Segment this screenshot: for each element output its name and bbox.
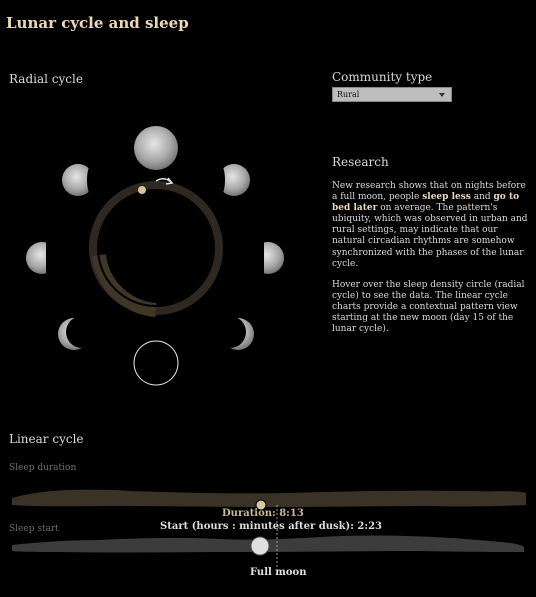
linear-cycle-heading: Linear cycle — [9, 432, 84, 446]
duration-readout: Duration: 8:13 — [222, 508, 304, 519]
cycle-position-marker[interactable] — [138, 186, 146, 194]
sleep-less-highlight: sleep less — [422, 192, 471, 203]
radial-cycle-heading: Radial cycle — [9, 72, 83, 86]
sleep-duration-label: Sleep duration — [9, 463, 77, 473]
bed-later-highlight: go to bed later — [332, 192, 520, 214]
start-readout: Start (hours : minutes after dusk): 2:23 — [160, 521, 383, 532]
sleep-duration-band[interactable] — [12, 490, 526, 507]
research-paragraph-2: Hover over the sleep density circle (radial cycle) to see the data. The linear cycle charts provide a contextual pattern view starting at the new moon (day 15 of the lunar cycle). — [332, 279, 525, 335]
research-heading: Research — [332, 155, 389, 169]
moon-phase-icon — [62, 164, 97, 196]
radial-sleep-density-circle[interactable] — [94, 186, 218, 310]
page-title: Lunar cycle and sleep — [6, 14, 189, 32]
start-marker[interactable] — [251, 537, 269, 555]
moon-phase-icon — [215, 164, 250, 196]
moon-phase-icon — [250, 241, 284, 275]
research-text-part: and — [470, 192, 494, 203]
moon-phase-readout: Full moon — [250, 567, 307, 578]
community-type-label: Community type — [332, 70, 433, 84]
research-text-part: New research shows that on nights before a full moon, people — [332, 181, 526, 203]
moon-phase-icon — [214, 316, 254, 350]
moon-phase-icon — [58, 316, 98, 350]
sleep-start-label: Sleep start — [9, 524, 59, 534]
community-type-value: Rural — [337, 90, 360, 99]
moon-phase-icon — [134, 126, 178, 170]
moon-phase-icon — [26, 241, 60, 275]
research-text-part: on average. The pattern's ubiquity, which was observed in urban and rural settings, may indicate that our natural circadian rhythms are somehow synchronized with the phases of the lunar cycle. — [332, 203, 528, 269]
new-moon-icon — [134, 341, 178, 385]
